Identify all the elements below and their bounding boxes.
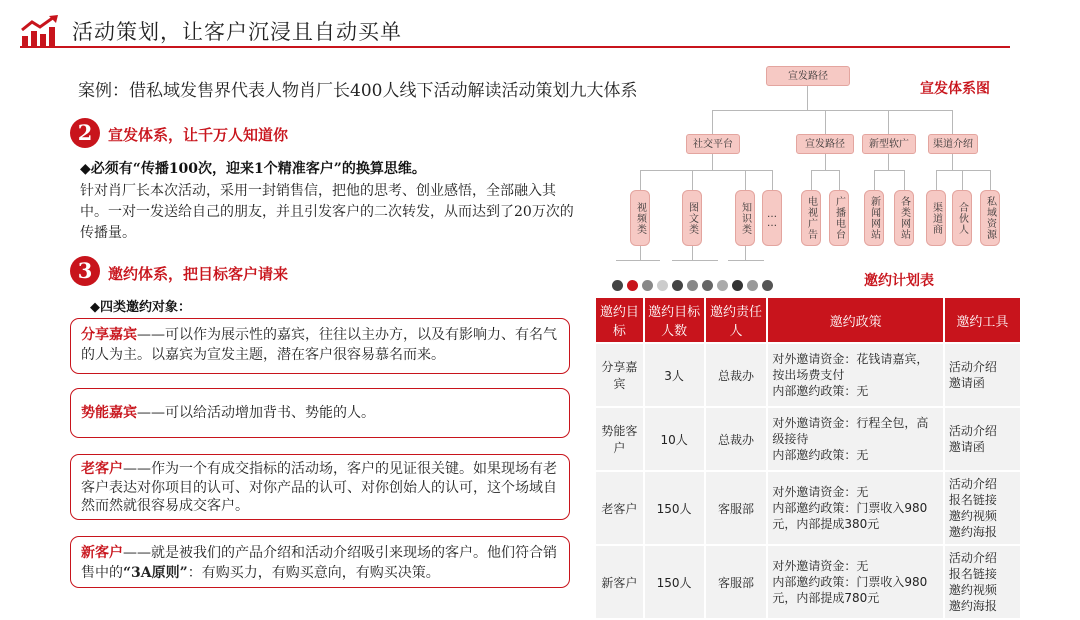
diagram-l3-news: 新闻网站 xyxy=(864,190,884,246)
col-header-policy: 邀约政策 xyxy=(767,297,943,343)
case-line: 案例：借私域发售界代表人物肖厂长400人线下活动解读活动策划九大体系 xyxy=(78,81,638,101)
page-title: 活动策划，让客户沉浸且自动买单 xyxy=(72,20,402,44)
section-heading-3: 邀约体系，把目标客户请来 xyxy=(108,265,289,283)
cell-owner: 总裁办 xyxy=(705,407,768,471)
col-header-count: 邀约目标人数 xyxy=(644,297,705,343)
guest-box-new-customer xyxy=(70,536,570,588)
cell-count: 10人 xyxy=(644,407,705,471)
cell-target: 老客户 xyxy=(595,471,644,545)
toutiao-icon xyxy=(702,280,713,291)
col-header-owner: 邀约责任人 xyxy=(705,297,768,343)
diagram-l3-more: …… xyxy=(762,190,782,246)
table-row xyxy=(595,407,1021,471)
diagram-l2-channel: 渠道介绍 xyxy=(928,134,978,154)
invitation-plan-table xyxy=(594,296,1022,620)
cell-policy: 对外邀请资金：花钱请嘉宾，按出场费支付 内部邀约政策：无 xyxy=(767,343,943,407)
section-heading-2: 宣发体系，让千万人知道你 xyxy=(108,126,289,144)
guest-name: 势能嘉宾 xyxy=(81,405,137,421)
table-header-row xyxy=(595,297,1021,343)
cell-count: 150人 xyxy=(644,471,705,545)
guest-desc: ——就是被我们的产品介绍和活动介绍吸引来现场的客户。他们符合销售中的 xyxy=(81,545,557,581)
xiaohongshu-icon xyxy=(687,280,698,291)
zhihu-icon xyxy=(732,280,743,291)
diagram-l3-image: 图文类 xyxy=(682,190,702,246)
header-divider xyxy=(20,46,1010,48)
diagram-title: 宣发体系图 xyxy=(920,81,990,97)
guest-desc: ——作为一个有成交指标的活动场，客户的见证很关键。如果现场有老客户表达对你项目的认可、对你产品的认可、对你创始人的认可，这个场域自然而然就很容易成交客户。 xyxy=(81,461,557,514)
cell-count: 150人 xyxy=(644,545,705,619)
diagram-l3-knowledge: 知识类 xyxy=(735,190,755,246)
guest-desc: ——可以给活动增加背书、势能的人。 xyxy=(137,405,375,421)
guest-name: 老客户 xyxy=(81,461,123,477)
growth-chart-icon xyxy=(20,14,62,48)
cell-policy: 对外邀请资金：无 内部邀约政策：门票收入980元，内部提成380元 xyxy=(767,471,943,545)
cell-target: 新客户 xyxy=(595,545,644,619)
cell-policy: 对外邀请资金：无 内部邀约政策：门票收入980元，内部提成780元 xyxy=(767,545,943,619)
section-paragraph-2: 针对肖厂长本次活动，采用一封销售信，把他的思考、创业感悟，全部融入其中。一对一发送给自己的朋友，并且引发客户的二次转发，从而达到了20万次的传播量。 xyxy=(80,183,574,241)
diagram-l3-private: 私域资源 xyxy=(980,190,1000,246)
cell-target: 分享嘉宾 xyxy=(595,343,644,407)
diagram-l3-tv: 电视广告 xyxy=(801,190,821,246)
cell-count: 3人 xyxy=(644,343,705,407)
cell-owner: 总裁办 xyxy=(705,343,768,407)
guest-desc: ——可以作为展示性的嘉宾，往往以主办方，以及有影响力、有名气的人为主。以嘉宾为宣发主题，潜在客户很容易慕名而来。 xyxy=(81,327,557,363)
cell-tool: 活动介绍 邀请函 xyxy=(944,407,1021,471)
cell-tool: 活动介绍 报名链接 邀约视频 邀约海报 xyxy=(944,545,1021,619)
cell-target: 势能客户 xyxy=(595,407,644,471)
diagram-l2-path: 宣发路径 xyxy=(796,134,854,154)
knowledge-app-icon xyxy=(762,280,773,291)
douyin-icon xyxy=(612,280,623,291)
diagram-l2-softad: 新型软广 xyxy=(862,134,916,154)
baidu-icon xyxy=(747,280,758,291)
video-channel-icon xyxy=(642,280,653,291)
diagram-l3-sites: 各类网站 xyxy=(894,190,914,246)
cell-policy: 对外邀请资金：行程全包，高级接待 内部邀约政策：无 xyxy=(767,407,943,471)
cell-tool: 活动介绍 邀请函 xyxy=(944,343,1021,407)
section-number-3: 3 xyxy=(70,256,100,286)
kuaishou-icon xyxy=(627,280,638,291)
guest-desc-tail: ：有购买力，有购买意向，有购买决策。 xyxy=(187,565,440,581)
guest-box-momentum xyxy=(70,388,570,438)
guest-box-old-customer xyxy=(70,454,570,520)
table-row xyxy=(595,471,1021,545)
diagram-l3-dealer: 渠道商 xyxy=(926,190,946,246)
section-bullet-3: ◆四类邀约对象： xyxy=(90,300,191,315)
cell-tool: 活动介绍 报名链接 邀约视频 邀约海报 xyxy=(944,471,1021,545)
guest-name: 新客户 xyxy=(81,545,123,561)
guest-name: 分享嘉宾 xyxy=(81,327,137,343)
guest-box-share xyxy=(70,318,570,374)
cell-owner: 客服部 xyxy=(705,471,768,545)
col-header-target: 邀约目标 xyxy=(595,297,644,343)
plan-title: 邀约计划表 xyxy=(864,273,934,289)
section-bullet-2: ◆必须有“传播100次，迎来1个精准客户”的换算思维。 xyxy=(80,161,426,177)
diagram-l2-social: 社交平台 xyxy=(686,134,740,154)
guest-quote: “3A原则” xyxy=(123,565,188,581)
table-row xyxy=(595,343,1021,407)
bilibili-icon xyxy=(657,280,668,291)
cell-owner: 客服部 xyxy=(705,545,768,619)
wechat-icon xyxy=(717,280,728,291)
diagram-l3-video: 视频类 xyxy=(630,190,650,246)
col-header-tool: 邀约工具 xyxy=(944,297,1021,343)
diagram-l3-radio: 广播电台 xyxy=(829,190,849,246)
diagram-l3-partner: 合伙人 xyxy=(952,190,972,246)
weibo-icon xyxy=(672,280,683,291)
section-number-2: 2 xyxy=(70,118,100,148)
diagram-root: 宣发路径 xyxy=(766,66,850,86)
